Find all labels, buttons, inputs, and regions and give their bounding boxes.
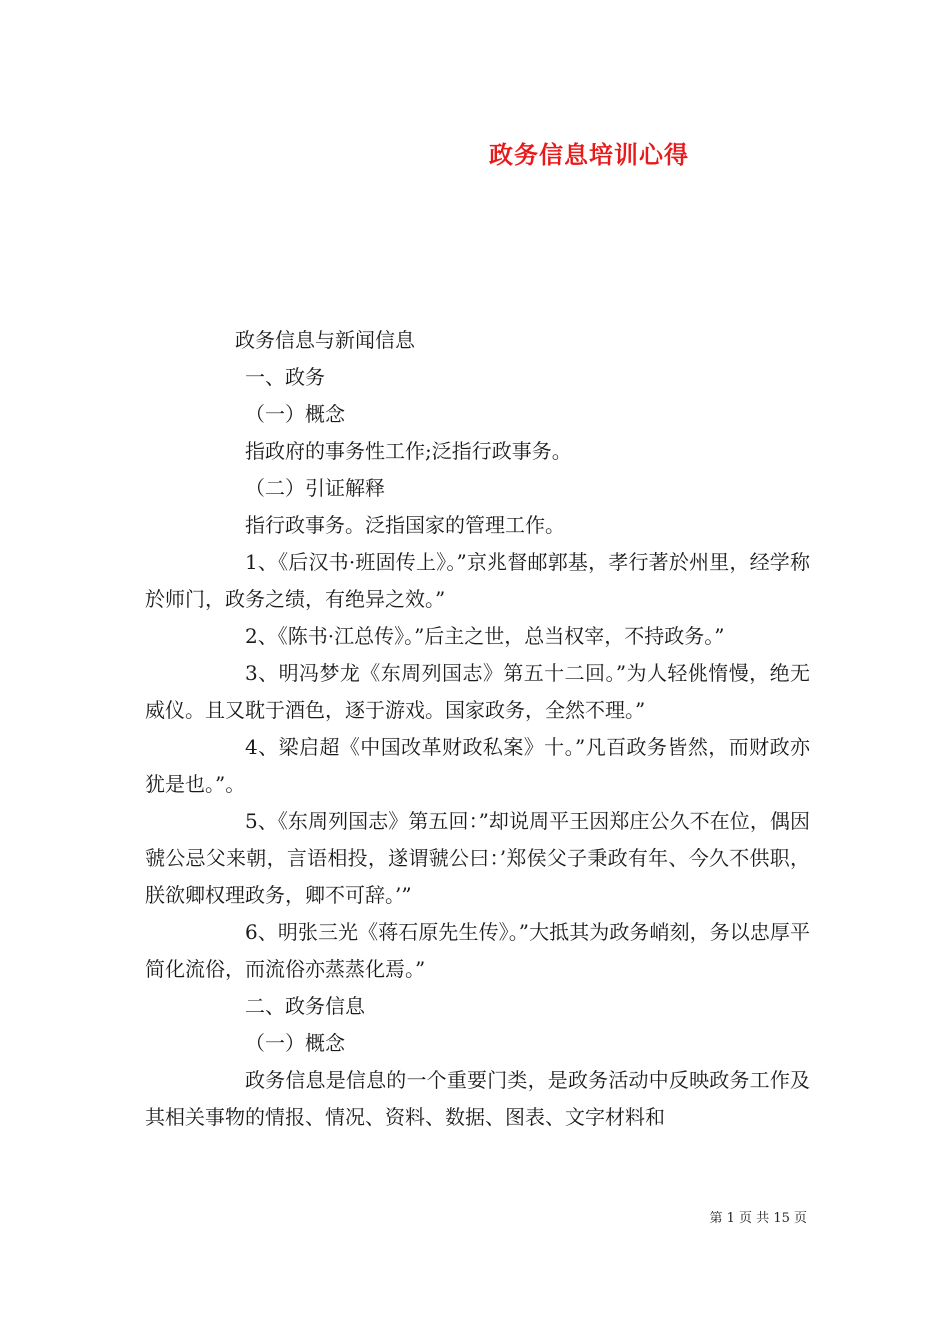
paragraph-subsection-concept-2: （一）概念	[245, 1031, 345, 1055]
paragraph-citation-intro: 指行政事务。泛指国家的管理工作。	[245, 513, 565, 537]
paragraph-section-2: 二、政务信息	[245, 994, 365, 1018]
paragraph-citation-5: 5、《东周列国志》第五回：”却说周平王因郑庄公久不在位，偶因虢公忌父来朝，言语相投，遂谓虢公曰：’郑侯父子秉政有年、今久不供职，朕欲卿权理政务，卿不可辞。’”	[145, 809, 810, 907]
paragraph-info-definition: 政务信息是信息的一个重要门类，是政务活动中反映政务工作及其相关事物的情报、情况、资料、数据、图表、文字材料和	[145, 1068, 810, 1129]
paragraph-citation-2: 2、《陈书·江总传》。”后主之世，总当权宰，不持政务。”	[245, 624, 725, 648]
document-body	[145, 322, 810, 1136]
paragraph-citation-4: 4、梁启超《中国改革财政私案》十。”凡百政务皆然，而财政亦犹是也。”。	[145, 735, 810, 796]
paragraph-citation-1: 1、《后汉书·班固传上》。”京兆督邮郭基，孝行著於州里，经学称於师门，政务之绩，有绝异之效。”	[145, 550, 810, 611]
page-number-footer: 第 1 页 共 15 页	[709, 1211, 807, 1226]
paragraph-subsection-citation: （二）引证解释	[245, 476, 385, 500]
paragraph-definition: 指政府的事务性工作;泛指行政事务。	[245, 439, 572, 463]
document-title: 政务信息培训心得	[489, 140, 689, 169]
paragraph-heading-main: 政务信息与新闻信息	[235, 328, 415, 352]
paragraph-citation-3: 3、明冯梦龙《东周列国志》第五十二回。”为人轻佻惰慢，绝无威仪。且又耽于酒色，逐于游戏。国家政务，全然不理。”	[145, 661, 810, 722]
paragraph-citation-6: 6、明张三光《蒋石原先生传》。”大抵其为政务峭刻，务以忠厚平简化流俗，而流俗亦蒸蒸化焉。”	[145, 920, 810, 981]
paragraph-subsection-concept: （一）概念	[245, 402, 345, 426]
paragraph-section-1: 一、政务	[245, 365, 325, 389]
